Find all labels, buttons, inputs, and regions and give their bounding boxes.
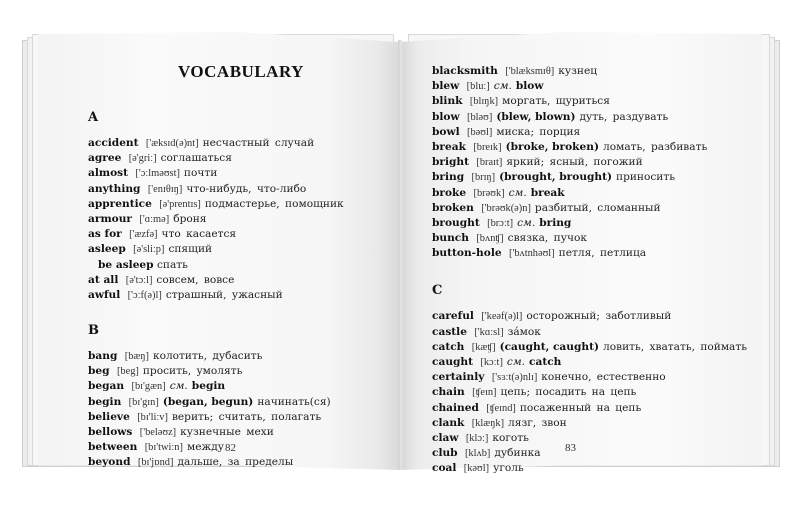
translation: спать	[156, 258, 188, 271]
transcription: [bɪ'liːv]	[137, 411, 168, 423]
translation: яркий; ясный, погожий	[506, 156, 643, 169]
vocabulary-entry	[432, 201, 747, 216]
verb-forms: (broke, broken)	[505, 140, 599, 153]
headword: catch	[432, 340, 465, 353]
headword: almost	[88, 167, 129, 180]
translation: просить, умолять	[142, 365, 243, 378]
headword: accident	[88, 137, 139, 149]
vocabulary-entry	[432, 446, 747, 461]
headword: coal	[432, 462, 457, 475]
headword: beyond	[88, 456, 131, 469]
vocabulary-entry	[432, 431, 747, 446]
vocabulary-entry	[88, 410, 344, 425]
translation: дуть, раздувать	[579, 110, 669, 123]
transcription: ['ɑːmə]	[139, 213, 170, 225]
vocabulary-entry	[432, 401, 747, 416]
translation: подмастерье, помощник	[204, 197, 344, 210]
entry-list	[432, 64, 747, 261]
vocabulary-entry	[432, 385, 747, 400]
vocabulary-entry	[88, 425, 344, 440]
transcription: [bɪ'jɒnd]	[137, 457, 174, 469]
headword: castle	[432, 325, 467, 338]
verb-forms: (blew, blown)	[496, 110, 576, 123]
transcription: [blɪŋk]	[469, 96, 499, 108]
vocabulary-entry	[432, 79, 747, 94]
headword: be asleep	[98, 258, 154, 271]
left-page-content	[88, 60, 344, 471]
translation: петля, петлица	[558, 247, 647, 260]
vocabulary-entry	[432, 370, 747, 385]
headword: armour	[88, 212, 133, 225]
headword: button-hole	[432, 247, 502, 260]
cross-reference-marker: см.	[517, 216, 536, 229]
headword: beg	[88, 365, 110, 378]
transcription: ['ɔːlməʊst]	[135, 168, 180, 180]
transcription: [bʌnʧ]	[476, 233, 504, 245]
vocabulary-entry	[432, 416, 747, 431]
translation: кузнец	[558, 65, 598, 77]
translation: ломать, разбивать	[602, 140, 708, 153]
headword: bunch	[432, 232, 469, 245]
transcription: [breɪk]	[473, 141, 502, 153]
right-page-content	[432, 64, 747, 477]
cross-reference-marker: см.	[506, 356, 526, 368]
transcription: ['keəf(ə)l]	[481, 311, 523, 323]
headword: anything	[88, 182, 141, 195]
vocabulary-entry	[88, 136, 344, 151]
headword: bright	[432, 156, 470, 169]
transcription: [klɔː]	[465, 432, 489, 444]
translation: что касается	[161, 228, 237, 241]
headword: club	[432, 447, 458, 460]
vocabulary-entry	[88, 182, 344, 197]
entry-list	[88, 349, 344, 471]
translation: соглашаться	[160, 152, 232, 165]
translation: дубинка	[494, 447, 541, 460]
vocabulary-entry	[88, 273, 344, 288]
translation: между	[186, 441, 224, 454]
headword: break	[432, 140, 466, 153]
transcription: [ʧeɪn]	[472, 387, 497, 399]
vocabulary-entry	[432, 231, 747, 246]
cross-reference-word: begin	[191, 380, 226, 393]
transcription: [brɪŋ]	[471, 172, 496, 184]
vocabulary-entry	[88, 455, 344, 470]
transcription: [kæʧ]	[471, 341, 496, 353]
transcription: [bɪ'gɪn]	[128, 396, 159, 408]
transcription: [ə'prentɪs]	[159, 198, 201, 210]
translation: почти	[183, 167, 218, 180]
verb-forms: (began, begun)	[162, 395, 254, 408]
transcription: ['kɑːsl]	[474, 326, 504, 338]
translation: броня	[173, 212, 207, 225]
vocabulary-entry	[432, 110, 747, 125]
transcription: ['beləʊz]	[139, 427, 177, 438]
headword: bowl	[432, 125, 460, 138]
headword: apprentice	[88, 197, 152, 210]
vocabulary-entry	[88, 151, 344, 166]
vocabulary-entry	[432, 216, 747, 231]
transcription: [ə'griː]	[128, 153, 157, 165]
section-letter: B	[88, 323, 99, 339]
cross-reference-word: blow	[515, 80, 544, 93]
headword: between	[88, 441, 138, 454]
transcription: [bɪ'gæn]	[131, 381, 166, 393]
transcription: [ə'sliːp]	[133, 244, 165, 256]
transcription: [kəʊl]	[463, 463, 490, 475]
transcription: [beg]	[116, 366, 139, 378]
headword: caught	[432, 356, 474, 368]
cross-reference-marker: см.	[508, 186, 527, 199]
headword: claw	[432, 431, 459, 444]
vocabulary-entry	[432, 340, 747, 355]
headword: chained	[432, 401, 479, 414]
vocabulary-entry	[432, 246, 747, 261]
translation: разбитый, сломанный	[534, 201, 661, 214]
transcription: [ə'tɔːl]	[125, 274, 153, 286]
cross-reference-word: catch	[529, 356, 562, 368]
headword: at all	[88, 273, 119, 286]
transcription: ['blæksmɪθ]	[505, 66, 555, 77]
transcription: [brəʊk]	[473, 187, 505, 199]
headword: bellows	[88, 426, 133, 438]
vocabulary-entry	[88, 364, 344, 379]
vocabulary-entry	[88, 440, 344, 455]
vocabulary-entry	[88, 227, 344, 242]
vocabulary-entry	[432, 140, 747, 155]
transcription: [brɔːt]	[487, 217, 514, 229]
vocabulary-entry	[88, 212, 344, 227]
transcription: [bləʊ]	[467, 111, 493, 123]
section-letter: A	[88, 110, 99, 125]
translation: колотить, дубасить	[152, 350, 263, 363]
translation: уголь	[493, 462, 524, 475]
verb-forms: (brought, brought)	[499, 171, 613, 184]
translation: спящий	[168, 243, 213, 256]
vocabulary-entry	[88, 288, 344, 303]
headword: blacksmith	[432, 65, 498, 77]
translation: связка, пучок	[507, 232, 587, 245]
page-number: 83	[565, 442, 576, 454]
headword: bang	[88, 350, 118, 363]
transcription: [bɪ'twiːn]	[144, 442, 183, 454]
transcription: ['brəʊk(ə)n]	[481, 202, 531, 214]
cross-reference-word: bring	[539, 216, 572, 229]
transcription: ['ɔːf(ə)l]	[127, 289, 162, 301]
headword: blink	[432, 95, 463, 108]
vocabulary-entry	[432, 461, 747, 476]
headword: blow	[432, 110, 460, 123]
vocabulary-entry	[88, 258, 344, 273]
vocabulary-entry	[88, 349, 344, 364]
entry-list	[432, 309, 747, 476]
headword: certainly	[432, 371, 485, 384]
headword: broke	[432, 186, 467, 199]
headword: careful	[432, 310, 474, 323]
transcription: [bæŋ]	[124, 351, 149, 363]
vocabulary-entry	[88, 242, 344, 257]
vocabulary-entry	[432, 125, 747, 140]
headword: believe	[88, 410, 130, 423]
translation: миска; порция	[496, 125, 581, 138]
vocabulary-entry	[432, 325, 747, 340]
transcription: ['bʌtnhəʊl]	[508, 248, 555, 260]
transcription: [bluː]	[466, 81, 490, 93]
cross-reference-marker: см.	[169, 380, 188, 393]
transcription: ['enɪθɪŋ]	[147, 183, 183, 195]
transcription: ['æksɪd(ə)nt]	[145, 138, 199, 149]
translation: страшный, ужасный	[165, 288, 283, 301]
headword: asleep	[88, 243, 126, 256]
transcription: [klʌb]	[464, 448, 491, 460]
translation: осторожный; заботливый	[526, 310, 672, 323]
cross-reference-marker: см.	[493, 80, 512, 93]
translation: коготь	[492, 431, 529, 444]
headword: blew	[432, 80, 460, 93]
translation: за́мок	[507, 325, 541, 338]
vocabulary-entry	[432, 155, 747, 170]
headword: agree	[88, 152, 122, 165]
vocabulary-entry	[88, 166, 344, 181]
headword: broken	[432, 201, 474, 214]
transcription: ['æzfə]	[129, 229, 158, 241]
headword: bring	[432, 171, 465, 184]
translation: дальше, за пределы	[177, 456, 294, 469]
translation: что-нибудь, что-либо	[186, 182, 307, 195]
vocabulary-entry	[88, 379, 344, 394]
cross-reference-word: break	[530, 186, 565, 199]
translation: лязг, звон	[508, 416, 567, 429]
vocabulary-entry	[432, 309, 747, 324]
headword: clank	[432, 416, 465, 429]
translation: несчастный случай	[202, 137, 315, 149]
vocabulary-entry	[432, 186, 747, 201]
verb-forms: (caught, caught)	[499, 340, 600, 353]
translation: цепь; посадить на цепь	[500, 386, 637, 399]
translation: посаженный на цепь	[519, 401, 642, 414]
section-letter: C	[432, 283, 443, 299]
book-gutter	[398, 40, 402, 470]
headword: brought	[432, 216, 480, 229]
translation: конечно, естественно	[541, 371, 666, 384]
vocabulary-entry	[88, 395, 344, 410]
page-number: 82	[225, 442, 236, 454]
translation: начинать(ся)	[257, 395, 331, 408]
transcription: ['sɜːt(ə)nlɪ]	[491, 372, 538, 384]
transcription: [klæŋk]	[471, 417, 505, 429]
headword: awful	[88, 288, 121, 301]
entry-list	[88, 136, 344, 303]
translation: приносить	[616, 171, 675, 184]
vocabulary-entry	[432, 170, 747, 185]
headword: chain	[432, 386, 465, 399]
vocabulary-entry	[88, 197, 344, 212]
vocabulary-entry	[432, 64, 747, 79]
translation: верить; считать, полагать	[171, 410, 322, 423]
transcription: [braɪt]	[476, 157, 503, 169]
vocabulary-entry	[432, 94, 747, 109]
headword: begin	[88, 395, 122, 408]
transcription: [ʧeɪnd]	[486, 402, 516, 414]
translation: совсем, вовсе	[156, 273, 235, 286]
translation: ловить, хватать, поймать	[603, 340, 748, 353]
translation: кузнечные мехи	[180, 426, 274, 438]
transcription: [bəʊl]	[467, 126, 493, 138]
vocabulary-entry	[432, 355, 747, 370]
translation: моргать, щуриться	[502, 95, 610, 108]
headword: as for	[88, 228, 122, 241]
transcription: [kɔːt]	[480, 357, 503, 368]
page-title: VOCABULARY	[178, 62, 304, 81]
headword: began	[88, 380, 125, 393]
